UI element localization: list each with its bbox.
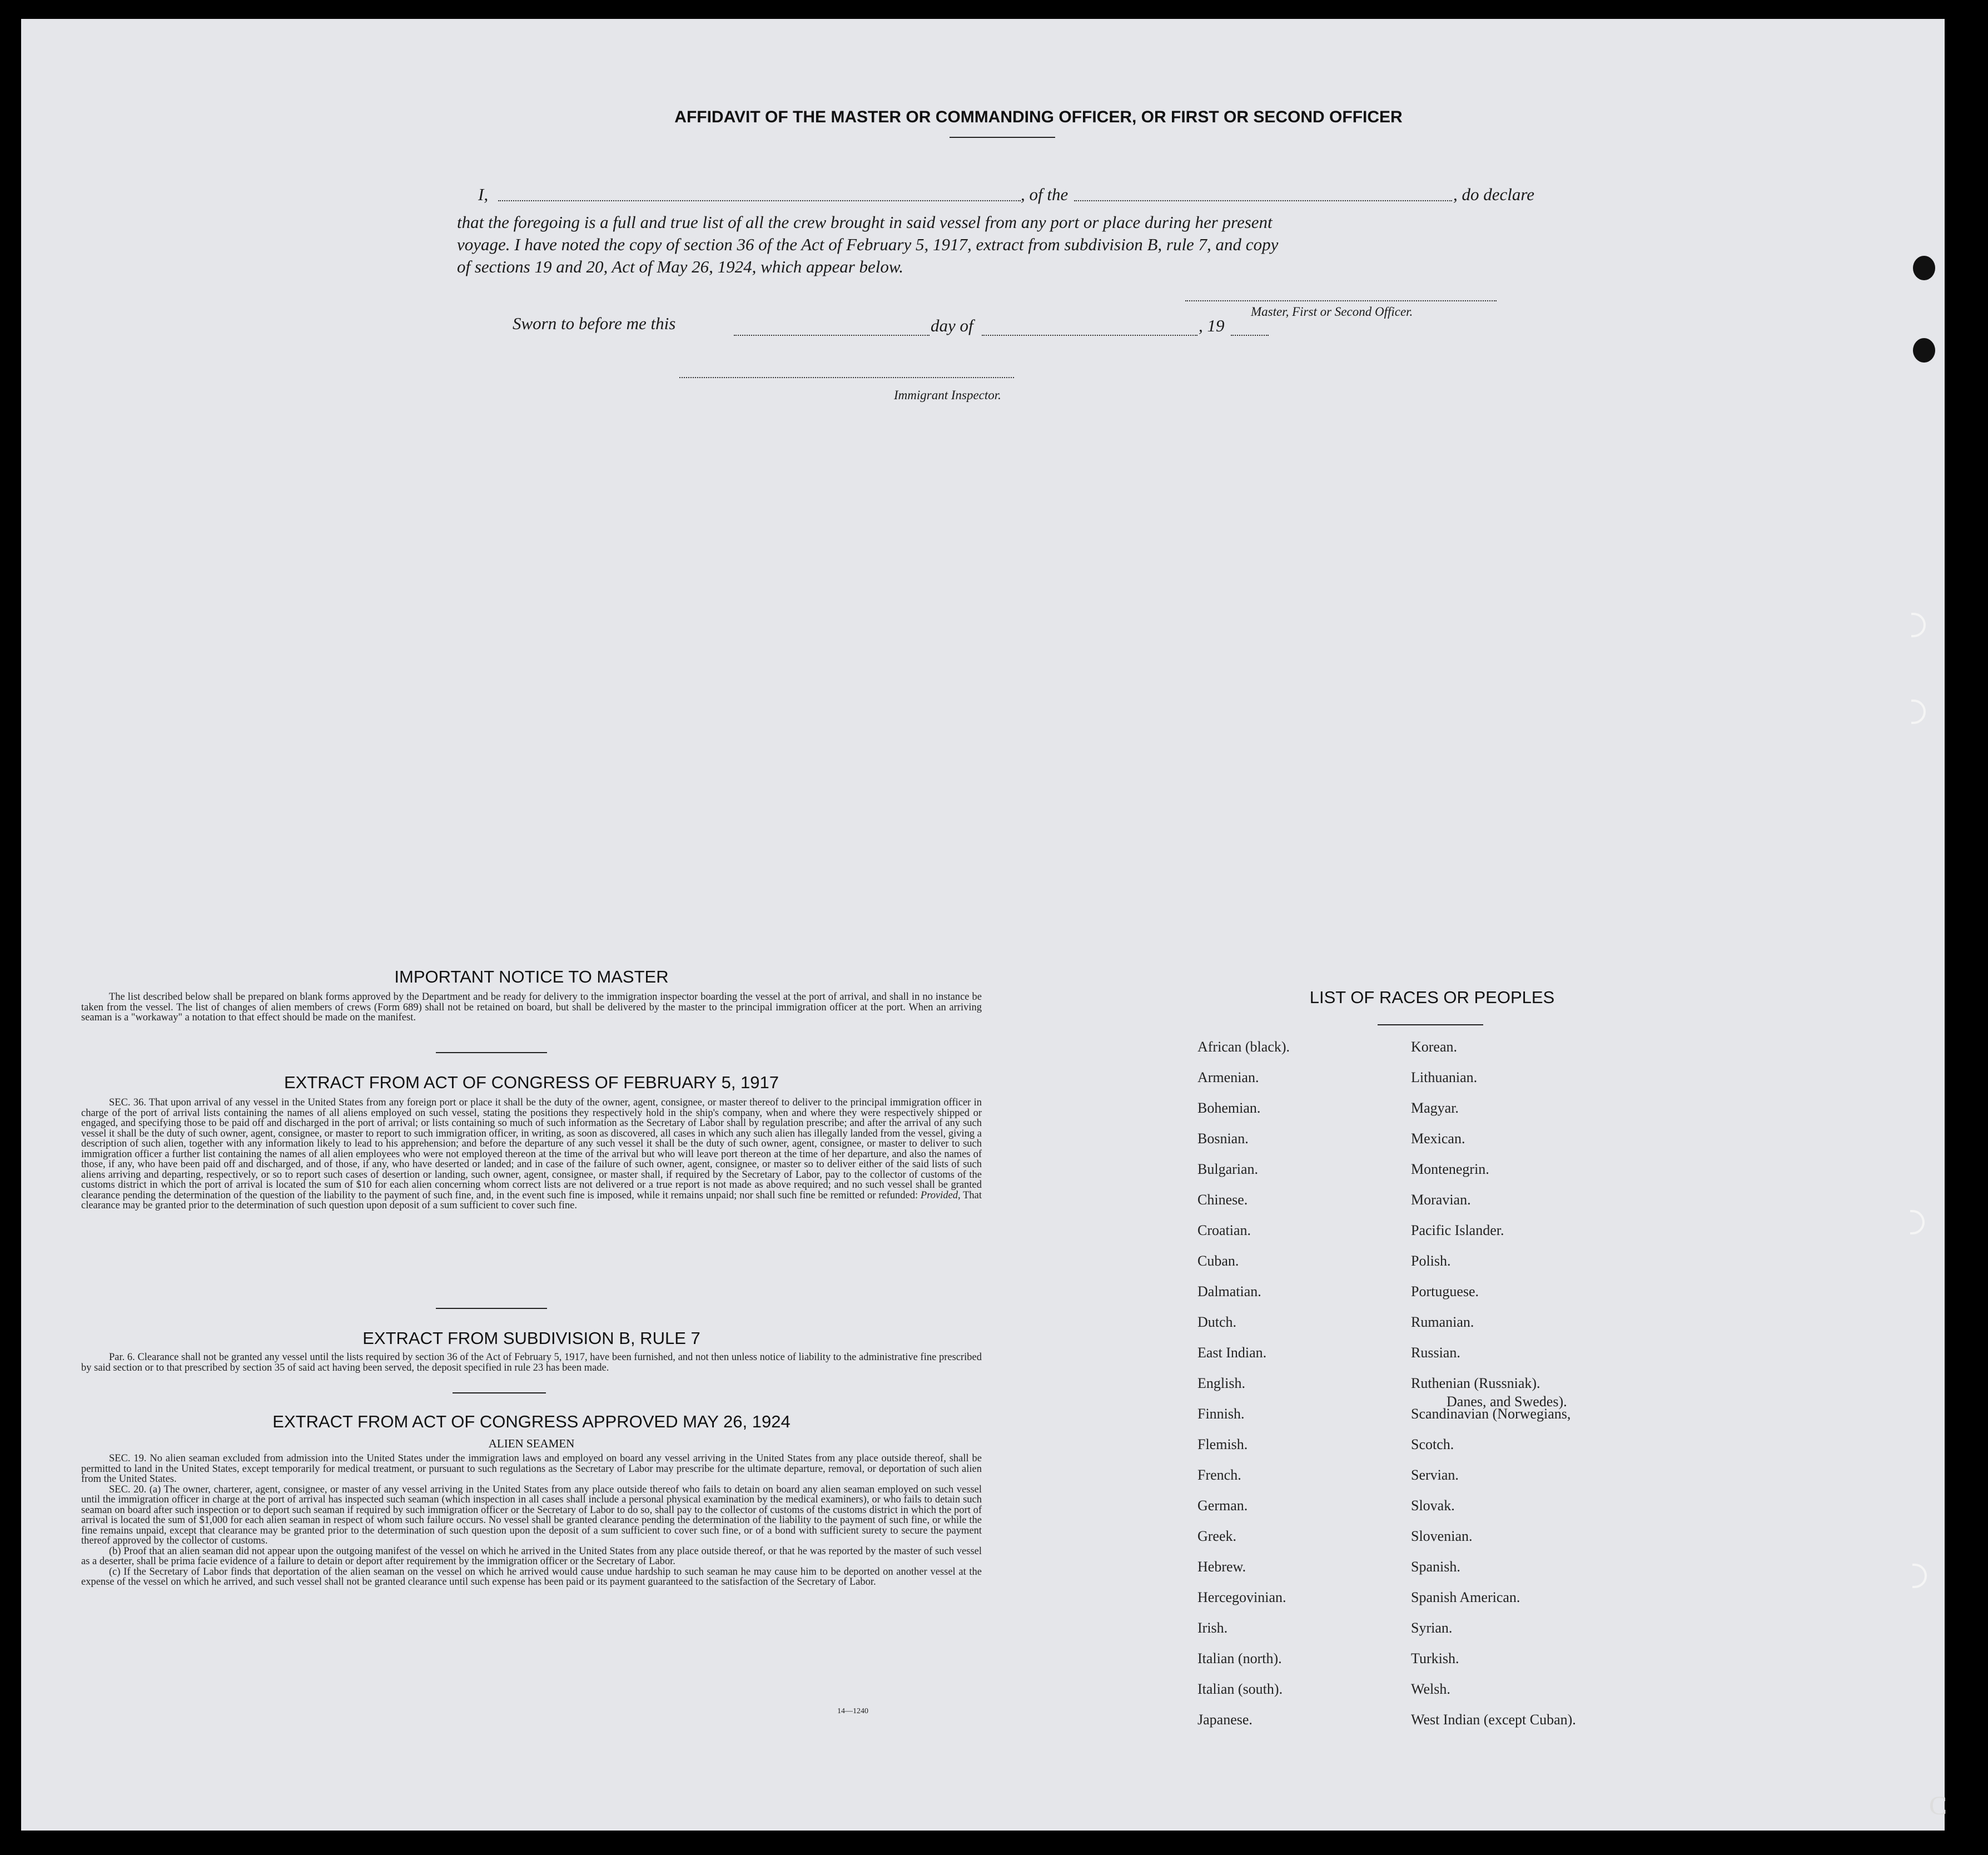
race-item-left: German. — [1197, 1497, 1248, 1514]
extract-1924-text — [81, 1454, 982, 1588]
race-item-right: Turkish. — [1411, 1650, 1459, 1666]
race-item-left: French. — [1197, 1467, 1241, 1483]
races-scandinavian-continuation: Danes, and Swedes). — [1447, 1393, 1567, 1410]
race-item-right: Magyar. — [1411, 1100, 1459, 1116]
extract-1924-title: EXTRACT FROM ACT OF CONGRESS APPROVED MAY 26, 1924 — [272, 1412, 791, 1431]
race-item-right: Welsh. — [1411, 1681, 1450, 1697]
race-item-left: Chinese. — [1197, 1192, 1248, 1208]
race-item-right: Mexican. — [1411, 1130, 1465, 1147]
affidavit-of-the-label: , of the — [1021, 185, 1068, 204]
race-item-left: Bohemian. — [1197, 1100, 1261, 1116]
race-item-left: East Indian. — [1197, 1345, 1267, 1361]
race-item-right: Scandinavian (Norwegians, — [1411, 1406, 1571, 1422]
sec-20a-text: SEC. 20. (a) The owner, charterer, agent, consignee, or master of any vessel arriving in the United States from any place outside thereof who fails to detain on board any alien seaman employed on such vessel until the immigration officer in charge at the port of arrival has inspected such seaman (which inspection in all cases shall include a personal physical examination by the medical examiners), or who fails to detain such seaman on board after such inspection or to deport such seaman if required by such immigration officer or the Secretary of Labor to do so, shall pay to the collector of customs of the customs district in which the port of arrival is located the sum of $1,000 for each alien seaman in respect of whom such failure occurs. No vessel shall be granted clearance pending the determination of the liability to the payment of such fine, or while the fine remains unpaid, except that clearance may be granted prior to the determination of such question upon the deposit of a sum sufficient to cover such fine, or of a bond with sufficient surety to secure the payment thereof approved by the collector of customs. — [81, 1484, 982, 1546]
affidavit-i-label: I, — [478, 185, 489, 204]
race-item-right: Montenegrin. — [1411, 1161, 1489, 1177]
race-item-left: Armenian. — [1197, 1069, 1259, 1085]
affidavit-line-2: that the foregoing is a full and true list of all the crew brought in said vessel from any port or place during her present — [457, 212, 1273, 232]
race-item-left: Greek. — [1197, 1528, 1237, 1544]
race-item-left: Dalmatian. — [1197, 1283, 1261, 1300]
corner-mark: C — [1929, 1791, 1947, 1821]
divider-2 — [436, 1308, 547, 1309]
extract-rule7-text: Par. 6. Clearance shall not be granted any vessel until the lists required by section 36 of the Act of February 5, 1917, have been furnished, and not then unless notice of liability to the administrative fine prescribed by said section or to that prescribed by section 35 of said act having been served, the deposit specified in rule 23 has been made. — [81, 1352, 982, 1373]
race-item-left: Italian (south). — [1197, 1681, 1283, 1697]
race-item-left: Finnish. — [1197, 1406, 1245, 1422]
affidavit-do-declare-label: , do declare — [1453, 185, 1535, 204]
race-item-left: Cuban. — [1197, 1253, 1239, 1269]
race-item-right: Russian. — [1411, 1345, 1460, 1361]
notice-text: The list described below shall be prepared on blank forms approved by the Department and be ready for delivery to the immigration inspector boarding the vessel at the port of arrival, and shall in no instance be taken from the vessel. The list of changes of alien members of crews (Form 689) shall not be retained on board, but shall be delivered by the master to the principal immigration officer at the port. When an arriving seaman is a "workaway" a notation to that effect should be made on the manifest. — [81, 991, 982, 1023]
master-signature-label: Master, First or Second Officer. — [1251, 305, 1413, 319]
race-item-left: Irish. — [1197, 1620, 1228, 1636]
inspector-signature-line[interactable] — [679, 377, 1014, 378]
sworn-day-blank[interactable] — [734, 335, 930, 336]
divider-3 — [453, 1392, 546, 1393]
sworn-year-blank[interactable] — [1231, 335, 1269, 336]
sec-19-text: SEC. 19. No alien seaman excluded from admission into the United States under the immigration laws and employed on board any vessel arriving in the United States from any place outside thereof, shall be permitted to land in the United States, except temporarily for medical treatment, or pursuant to such regulations as the Secretary of Labor may prescribe for the ultimate departure, removal, or deportation of such alien from the United States. — [81, 1453, 982, 1485]
race-item-right: Ruthenian (Russniak). — [1411, 1375, 1540, 1391]
document-sheet — [21, 19, 1945, 1831]
affidavit-title: AFFIDAVIT OF THE MASTER OR COMMANDING OFFICER, OR FIRST OR SECOND OFFICER — [674, 108, 1403, 126]
race-item-right: Slovenian. — [1411, 1528, 1473, 1544]
sec-20b-text: (b) Proof that an alien seaman did not appear upon the outgoing manifest of the vessel on which he arrived in the United States from any place outside thereof, or that he was reported by the master of such vessel as a deserter, shall be prima facie evidence of a failure to detain or deport after requirement by the immigration officer or the Secretary of Labor. — [81, 1545, 982, 1567]
extract-rule7-title: EXTRACT FROM SUBDIVISION B, RULE 7 — [362, 1328, 700, 1348]
race-item-right: Lithuanian. — [1411, 1069, 1478, 1085]
vessel-blank[interactable] — [1074, 200, 1452, 201]
race-item-right: Scotch. — [1411, 1436, 1454, 1452]
extract-1917-text: SEC. 36. That upon arrival of any vessel in the United States from any foreign port or place it shall be the duty of the owner, agent, consignee, or master thereof to deliver to the principal immigration officer in charge of the port of arrival lists containing the names of all aliens employed on such vessel, stating the positions they respectively hold in the ship's company, when and where they were respectively shipped or engaged, and specifying those to be paid off and discharged in the port of arrival; or lists containing so much of such information as the Secretary of Labor shall by regulation prescribe; and after the arrival of any such vessel it shall be the duty of such owner, agent, consignee, or master to report to such immigration officer, in writing, as soon as discovered, all cases in which any such alien has illegally landed from the vessel, giving a description of such alien, together with any information likely to lead to his apprehension; and before the departure of any such vessel it shall be the duty of such owner, agent, consignee, or master to deliver to such immigration officer a further list containing the names of all alien employees who were not employed thereon at the time of the arrival but who will leave port thereon at the time of her departure, and also the names of those, if any, who have been paid off and discharged, and of those, if any, who have deserted or landed; and in case of the failure of such owner, agent, consignee, or master so to deliver either of the said lists of such aliens arriving and departing, respectively, or so to report such cases of desertion or landing, such owner, agent, consignee, or master shall, if required by the Secretary of Labor, pay to the collector of customs of the customs district in which the port of arrival is located the sum of $10 for each alien concerning whom correct lists are not delivered or a true report is not made as above required; and no such vessel shall be granted clearance pending the determination of the question of the liability to the payment of such fine, and, in the event such fine is imposed, while it remains unpaid; nor shall such fine be remitted or refunded: Provided, That clearance may be granted prior to the determination of such question upon deposit of a sum sufficient to cover such fine. — [81, 1097, 982, 1211]
race-item-left: Flemish. — [1197, 1436, 1248, 1452]
title-underline — [950, 137, 1055, 138]
race-item-left: Hercegovinian. — [1197, 1589, 1286, 1605]
master-signature-line[interactable] — [1185, 300, 1497, 301]
affidavit-line-3: voyage. I have noted the copy of section 36 of the Act of February 5, 1917, extract from subdivision B, rule 7, and copy — [457, 235, 1279, 254]
day-of-label: day of — [931, 316, 973, 335]
race-item-left: Bosnian. — [1197, 1130, 1249, 1147]
race-item-right: Polish. — [1411, 1253, 1451, 1269]
sworn-label: Sworn to before me this — [513, 314, 676, 333]
race-item-left: African (black). — [1197, 1039, 1290, 1055]
races-title: LIST OF RACES OR PEOPLES — [1309, 988, 1555, 1007]
form-number: 14—1240 — [837, 1707, 868, 1715]
race-item-right: Moravian. — [1411, 1192, 1471, 1208]
race-item-right: Spanish. — [1411, 1559, 1460, 1575]
race-item-right: Rumanian. — [1411, 1314, 1474, 1330]
race-item-left: Japanese. — [1197, 1712, 1253, 1728]
race-item-left: Dutch. — [1197, 1314, 1237, 1330]
notice-title: IMPORTANT NOTICE TO MASTER — [394, 967, 669, 986]
race-item-left: Croatian. — [1197, 1222, 1251, 1238]
race-item-left: Hebrew. — [1197, 1559, 1246, 1575]
divider-1 — [436, 1052, 547, 1053]
race-item-right: Pacific Islander. — [1411, 1222, 1504, 1238]
binder-hole-1 — [1913, 256, 1935, 280]
extract-1917-title: EXTRACT FROM ACT OF CONGRESS OF FEBRUARY 5, 1917 — [284, 1073, 779, 1092]
sec-20c-text: (c) If the Secretary of Labor finds that deportation of the alien seaman on the vessel on which he arrived would cause undue hardship to such seaman he may cause him to be deported on another vessel at the expense of the vessel on which he arrived, and such vessel shall not be granted clearance until such expense has been paid or its payment guaranteed to the satisfaction of the Secretary of Labor. — [81, 1566, 982, 1588]
races-title-underline — [1378, 1024, 1483, 1025]
race-item-right: Portuguese. — [1411, 1283, 1479, 1300]
race-item-right: Spanish American. — [1411, 1589, 1520, 1605]
extract-1924-subtitle: ALIEN SEAMEN — [488, 1437, 575, 1450]
race-item-right: Slovak. — [1411, 1497, 1455, 1514]
race-item-left: Italian (north). — [1197, 1650, 1282, 1666]
race-item-right: Syrian. — [1411, 1620, 1453, 1636]
affidavit-line-4: of sections 19 and 20, Act of May 26, 1924, which appear below. — [457, 257, 904, 276]
year-label: , 19 — [1199, 316, 1225, 335]
inspector-label: Immigrant Inspector. — [894, 388, 1001, 402]
race-item-right: West Indian (except Cuban). — [1411, 1712, 1576, 1728]
name-blank[interactable] — [498, 200, 1021, 201]
race-item-right: Korean. — [1411, 1039, 1458, 1055]
race-item-left: Bulgarian. — [1197, 1161, 1259, 1177]
binder-hole-2 — [1913, 338, 1935, 363]
race-item-right: Servian. — [1411, 1467, 1459, 1483]
sworn-month-blank[interactable] — [982, 335, 1197, 336]
race-item-left: English. — [1197, 1375, 1245, 1391]
